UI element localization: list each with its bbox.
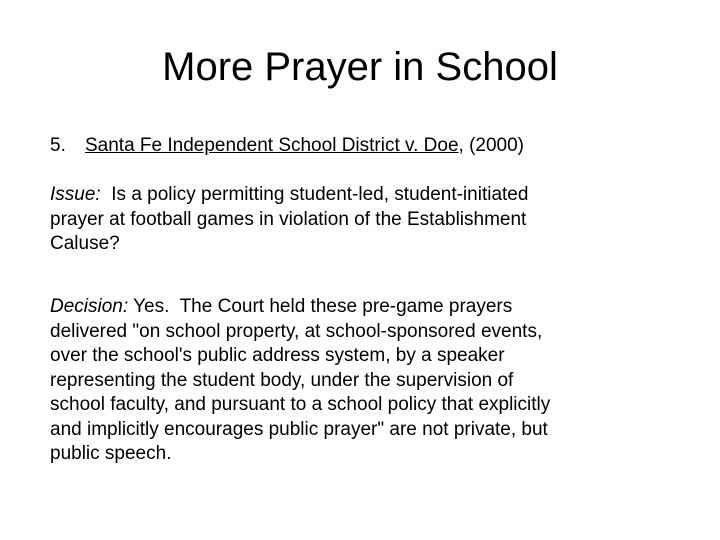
slide-title: More Prayer in School bbox=[162, 45, 558, 89]
decision-line: school faculty, and pursuant to a school policy that explicitly bbox=[50, 394, 551, 415]
issue-label: Issue: bbox=[50, 184, 101, 205]
issue-line: Caluse? bbox=[50, 233, 120, 254]
decision-line: Yes. The Court held these pre-game prayers bbox=[128, 296, 513, 317]
decision-line: delivered "on school property, at school-sponsored events, bbox=[50, 320, 543, 342]
case-year: , (2000) bbox=[458, 135, 525, 156]
decision-line: public speech. bbox=[50, 443, 172, 464]
decision-label: Decision: bbox=[50, 296, 129, 317]
decision-line: representing the student body, under the supervision of bbox=[50, 369, 514, 391]
issue-line: Is a policy permitting student-led, student-initiated bbox=[100, 184, 529, 205]
issue-line: prayer at football games in violation of the Establishment bbox=[50, 208, 527, 230]
decision-line: over the school's public address system, by a speaker bbox=[50, 345, 505, 366]
decision-paragraph bbox=[50, 295, 550, 467]
case-name: Santa Fe Independent School District v. Doe bbox=[85, 135, 459, 156]
decision-line: and implicitly encourages public prayer" are not private, but bbox=[50, 418, 548, 440]
case-number: 5. bbox=[50, 135, 66, 156]
issue-paragraph bbox=[50, 183, 528, 257]
case-heading bbox=[50, 134, 524, 159]
